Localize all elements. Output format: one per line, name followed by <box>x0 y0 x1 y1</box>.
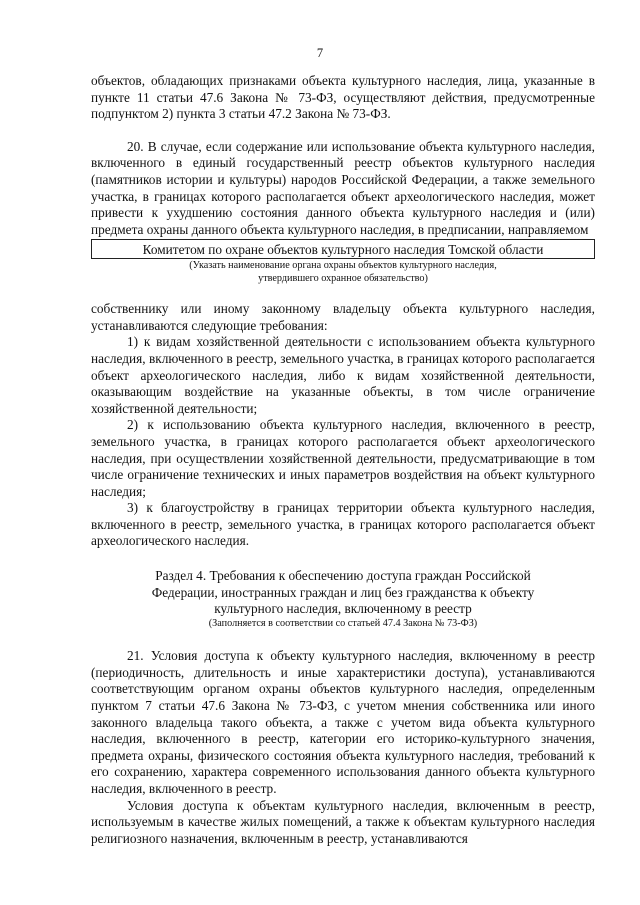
requirement-item-3: 3) к благоустройству в границах территории объекта культурного наследия, включенного в реестр, земельного участка, в границах которого располагается объект археологического наследия. <box>91 500 595 549</box>
authority-note-line-1: (Указать наименование органа охраны объектов культурного наследия, <box>189 260 497 272</box>
paragraph-20: 20. В случае, если содержание или использование объекта культурного наследия, включенного в единый государственный реестр объектов культурного наследия (памятников истории и культуры) народов Российской Федерации, а также земельного участка, в границах которого располагается объект археологического наследия, может привести к ухудшению состояния данного объекта культурного наследия и (или) предмета охраны данного объекта культурного наследия, в предписании, направляемом <box>91 138 595 237</box>
section-4-note: (Заполняется в соответствии со статьей 47.4 Закона № 73-ФЗ) <box>208 617 478 629</box>
section-4-title-line-2: Федерации, иностранных граждан и лиц без гражданства к объекту <box>151 584 535 600</box>
requirement-item-1: 1) к видам хозяйственной деятельности с использованием объекта культурного наследия, включенного в реестр, земельного участка, в границах которого располагается объект археологического наследия, либо к видам хозяйственной деятельности, оказывающим воздействие на указанные объекты, в том числе ограничение хозяйственной деятельности; <box>91 334 595 416</box>
paragraph-owner-requirements: собственнику или иному законному владельцу объекта культурного наследия, устанавливаются следующие требования: <box>91 301 595 333</box>
requirement-item-2: 2) к использованию объекта культурного наследия, включенного в реестр, земельного участка, в границах которого располагается объект археологического наследия, при осуществлении хозяйственной деятельности, предусматривающие в том числе ограничение технических и иных параметров воздействия на объект культурного наследия; <box>91 417 595 499</box>
authority-note-line-2: утвердившего охранное обязательство) <box>258 272 428 284</box>
paragraph-continuation: объектов, обладающих признаками объекта культурного наследия, лица, указанные в пункте 11 статьи 47.6 Закона № 73-ФЗ, осуществляют действия, предусмотренные подпунктом 2) пункта 3 статьи 47.2 Закона № 73-ФЗ. <box>91 73 595 122</box>
section-4-title <box>91 568 595 618</box>
paragraph-21: 21. Условия доступа к объекту культурного наследия, включенному в реестр (периодичность, длительность и иные характеристики доступа), устанавливаются соответствующим органом охраны объектов культурного наследия, определенным пунктом 7 статьи 47.6 Закона № 73-ФЗ, с учетом мнения собственника или иного законного владельца такого объекта, а также с учетом вида объекта культурного наследия, включенного в реестр, категории его историко-культурного значения, предмета охраны, физического состояния объекта культурного наследия, требований к его сохранению, характера современного использования данного объекта культурного наследия, включенного в реестр. <box>91 648 595 796</box>
authority-field: Комитетом по охране объектов культурного наследия Томской области <box>91 239 595 259</box>
section-4-title-line-3: культурного наследия, включенному в реестр <box>214 601 472 617</box>
section-4-title-line-1: Раздел 4. Требования к обеспечению доступа граждан Российской <box>155 568 531 584</box>
document-body <box>91 73 595 847</box>
authority-field-note <box>91 260 595 285</box>
page-number: 7 <box>316 46 324 60</box>
paragraph-access-conditions: Условия доступа к объектам культурного наследия, включенным в реестр, используемым в качестве жилых помещений, а также к объектам культурного наследия религиозного назначения, включенным в реестр, устанавливаются <box>91 797 595 846</box>
